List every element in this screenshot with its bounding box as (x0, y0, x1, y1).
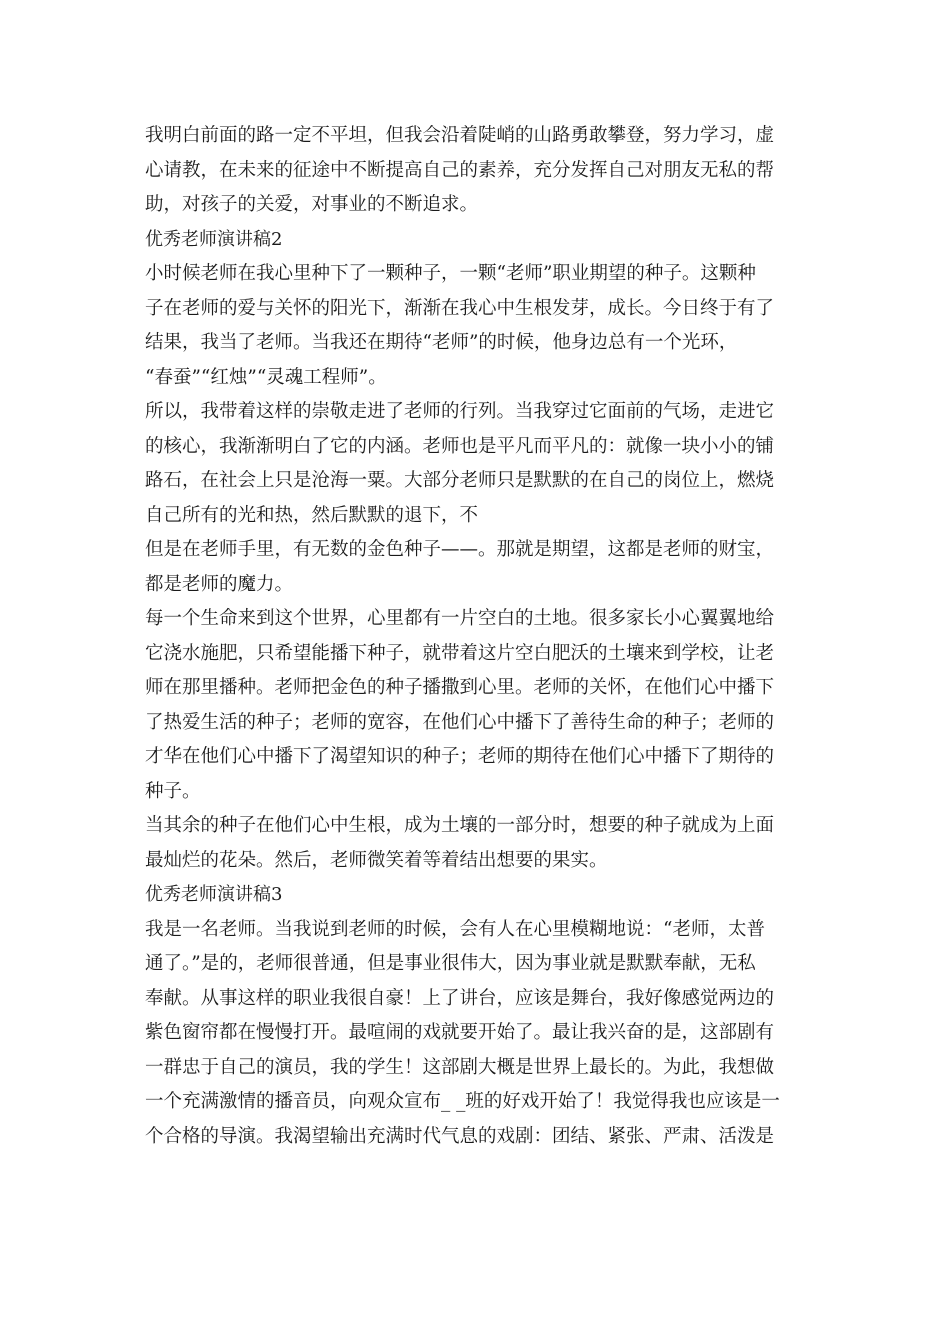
paragraph-line: 小时候老师在我心里种下了一颗种子，一颗“老师”职业期望的种子。这颗种 (145, 263, 756, 284)
paragraph-line: 的核心，我渐渐明白了它的内涵。老师也是平凡而平凡的：就像一块小小的铺 (145, 435, 775, 457)
paragraph-line: 当其余的种子在他们心中生根，成为土壤的一部分时，想要的种子就成为上面 (145, 815, 775, 836)
paragraph-line: 自己所有的光和热，然后默默的退下，不 (145, 504, 479, 526)
paragraph-line: 一个充满激情的播音员，向观众宣布_ _班的好戏开始了！我觉得我也应该是一 (145, 1091, 780, 1112)
paragraph-line: 助，对孩子的关爱，对事业的不断追求。 (145, 194, 479, 215)
paragraph-line: 心请教，在未来的征途中不断提高自己的素养，充分发挥自己对朋友无私的帮 (145, 159, 775, 181)
paragraph-line: 每一个生命来到这个世界，心里都有一片空白的土地。很多家长小心翼翼地给 (145, 608, 775, 629)
paragraph-line: 都是老师的魔力。 (145, 573, 294, 595)
document-body (145, 119, 805, 1154)
paragraph-line: 奉献。从事这样的职业我很自豪！上了讲台，应该是舞台，我好像感觉两边的 (145, 987, 775, 1009)
paragraph-line: 结果，我当了老师。当我还在期待“老师”的时候，他身边总有一个光环， (145, 332, 738, 353)
paragraph-line: 但是在老师手里，有无数的金色种子——。那就是期望，这都是老师的财宝， (145, 539, 775, 560)
paragraph-line: 所以，我带着这样的崇敬走进了老师的行列。当我穿过它面前的气场，走进它 (145, 401, 775, 422)
paragraph-line: “春蚕”“红烛”“灵魂工程师”。 (145, 366, 387, 388)
paragraph-line: 了热爱生活的种子；老师的宽容，在他们心中播下了善待生命的种子；老师的 (145, 711, 775, 733)
paragraph-line: 通了。”是的，老师很普通，但是事业很伟大，因为事业就是默默奉献，无私 (145, 953, 756, 974)
paragraph-line: 路石，在社会上只是沧海一粟。大部分老师只是默默的在自己的岗位上，燃烧 (145, 470, 775, 491)
paragraph-line: 个合格的导演。我渴望输出充满时代气息的戏剧：团结、紧张、严肃、活泼是 (145, 1125, 775, 1147)
paragraph-line: 它浇水施肥，只希望能播下种子，就带着这片空白肥沃的土壤来到学校，让老 (145, 642, 775, 664)
paragraph-line: 最灿烂的花朵。然后，老师微笑着等着结出想要的果实。 (145, 849, 608, 871)
paragraph-line: 紫色窗帘都在慢慢打开。最喧闹的戏就要开始了。最让我兴奋的是，这部剧有 (145, 1022, 775, 1043)
paragraph-line: 子在老师的爱与关怀的阳光下，渐渐在我心中生根发芽，成长。今日终于有了 (145, 297, 775, 319)
paragraph-line: 才华在他们心中播下了渴望知识的种子；老师的期待在他们心中播下了期待的 (145, 746, 775, 767)
section-heading: 优秀老师演讲稿2 (145, 228, 283, 250)
paragraph-line: 一群忠于自己的演员，我的学生！这部剧大概是世界上最长的。为此，我想做 (145, 1056, 775, 1078)
paragraph-line: 师在那里播种。老师把金色的种子播撒到心里。老师的关怀，在他们心中播下 (145, 677, 775, 698)
paragraph-line: 我明白前面的路一定不平坦，但我会沿着陡峭的山路勇敢攀登，努力学习，虚 (145, 125, 775, 146)
section-heading: 优秀老师演讲稿3 (145, 884, 283, 905)
paragraph-line: 我是一名老师。当我说到老师的时候，会有人在心里模糊地说：“老师，太普 (145, 918, 765, 940)
paragraph-line: 种子。 (145, 780, 201, 802)
